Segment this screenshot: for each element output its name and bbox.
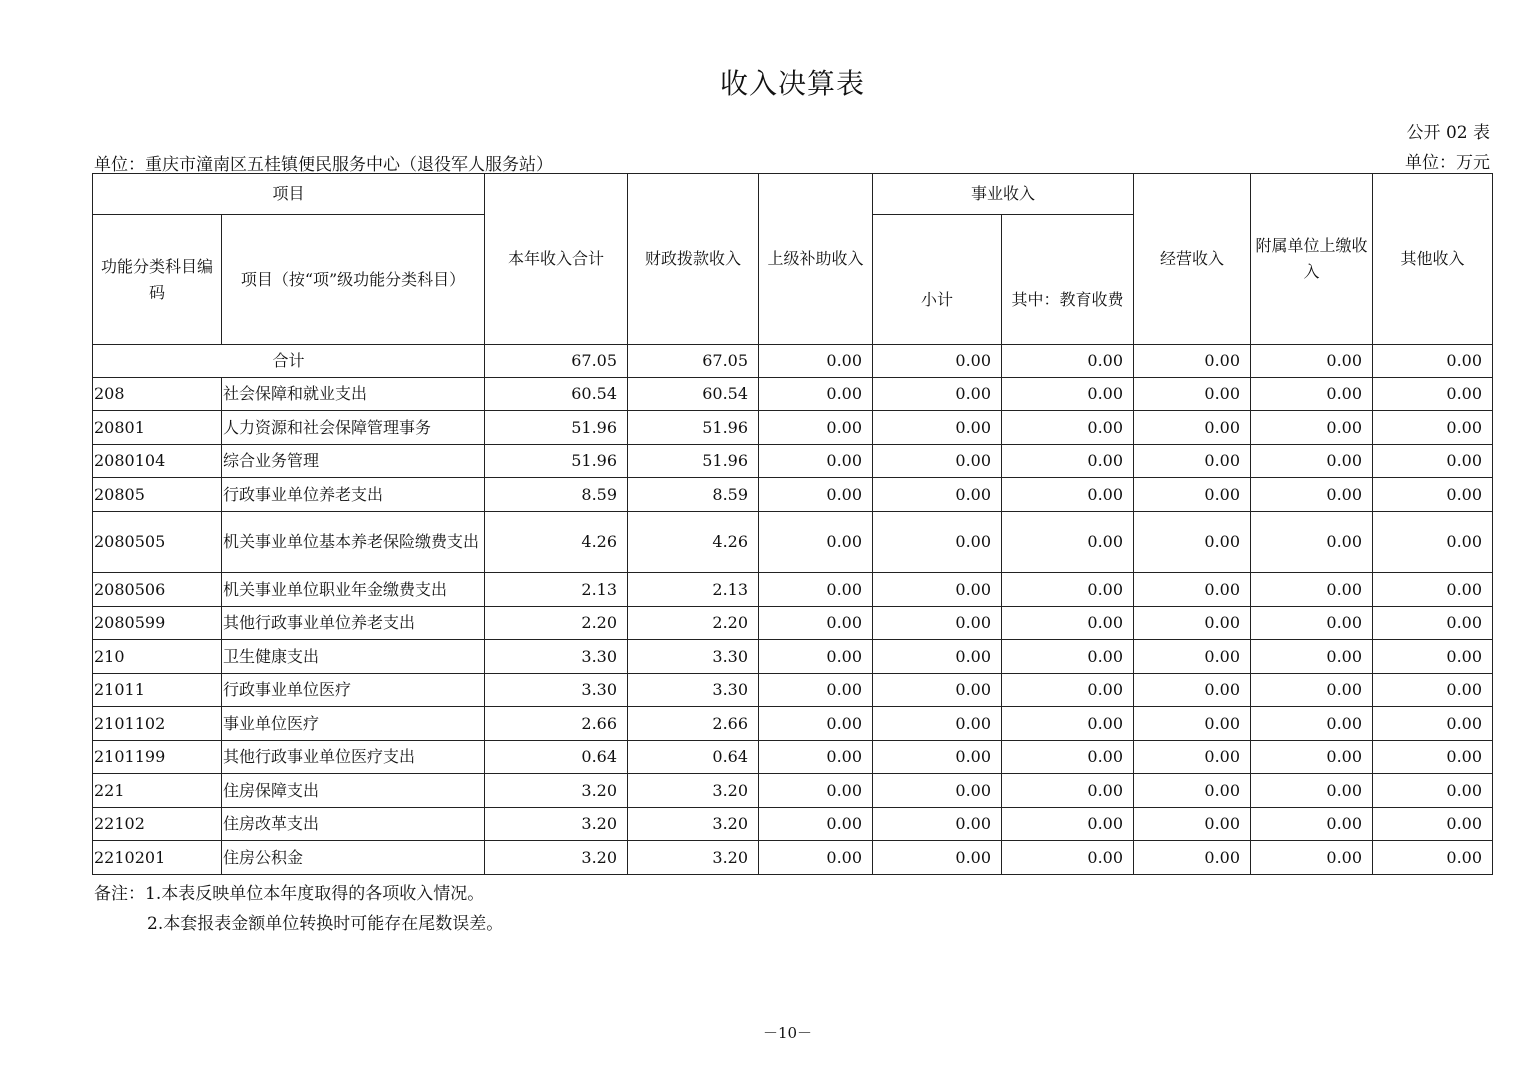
function-code: 2080505 — [93, 512, 222, 573]
amount-cell: 0.00 — [1251, 707, 1373, 741]
amount-cell: 0.00 — [759, 640, 873, 674]
amount-cell: 0.00 — [873, 445, 1002, 478]
item-name: 住房改革支出 — [222, 808, 485, 841]
header-total-income: 本年收入合计 — [485, 174, 628, 345]
amount-cell: 0.00 — [873, 741, 1002, 774]
header-superior-subsidy: 上级补助收入 — [759, 174, 873, 345]
table-row — [93, 573, 1493, 607]
amount-cell: 0.00 — [759, 411, 873, 445]
amount-cell: 0.00 — [1373, 573, 1493, 607]
amount-cell: 0.00 — [1251, 445, 1373, 478]
function-code: 2210201 — [93, 841, 222, 875]
amount-cell: 0.00 — [1134, 808, 1251, 841]
function-code: 22102 — [93, 808, 222, 841]
amount-cell: 0.00 — [1251, 512, 1373, 573]
amount-cell: 2.66 — [628, 707, 759, 741]
table-row — [93, 445, 1493, 478]
amount-cell: 0.00 — [873, 411, 1002, 445]
amount-cell: 0.00 — [759, 774, 873, 808]
amount-cell: 0.00 — [1134, 707, 1251, 741]
header-subtotal: 小计 — [873, 215, 1002, 345]
table-row — [93, 607, 1493, 640]
item-name: 其他行政事业单位养老支出 — [222, 607, 485, 640]
amount-cell: 0.00 — [1002, 741, 1134, 774]
amount-cell: 0.00 — [1373, 774, 1493, 808]
header-business-income-group: 事业收入 — [873, 174, 1134, 215]
amount-cell: 0.00 — [759, 841, 873, 875]
amount-cell: 0.00 — [1002, 445, 1134, 478]
table-row — [93, 378, 1493, 411]
amount-cell: 0.00 — [873, 640, 1002, 674]
amount-cell: 3.20 — [485, 774, 628, 808]
amount-cell: 0.00 — [1373, 512, 1493, 573]
amount-cell: 0.00 — [1002, 841, 1134, 875]
total-label: 合计 — [93, 345, 485, 378]
amount-cell: 60.54 — [628, 378, 759, 411]
amount-cell: 60.54 — [485, 378, 628, 411]
table-row — [93, 411, 1493, 445]
amount-cell: 0.00 — [1251, 573, 1373, 607]
amount-cell: 0.00 — [873, 573, 1002, 607]
amount-cell: 0.00 — [1251, 378, 1373, 411]
amount-cell: 0.00 — [1373, 741, 1493, 774]
item-name: 事业单位医疗 — [222, 707, 485, 741]
item-name: 行政事业单位养老支出 — [222, 478, 485, 512]
amount-cell: 51.96 — [485, 445, 628, 478]
item-name: 卫生健康支出 — [222, 640, 485, 674]
function-code: 208 — [93, 378, 222, 411]
amount-cell: 4.26 — [485, 512, 628, 573]
item-name: 行政事业单位医疗 — [222, 674, 485, 707]
table-row — [93, 741, 1493, 774]
table-row — [93, 774, 1493, 808]
amount-cell: 0.00 — [873, 378, 1002, 411]
table-header — [93, 174, 1493, 345]
table-row — [93, 640, 1493, 674]
amount-cell: 0.00 — [873, 841, 1002, 875]
amount-cell: 0.00 — [759, 607, 873, 640]
table-number: 公开 02 表 — [1406, 123, 1490, 143]
amount-cell: 3.30 — [628, 674, 759, 707]
amount-cell: 0.00 — [1002, 607, 1134, 640]
total-cell: 0.00 — [1134, 345, 1251, 378]
amount-cell: 0.00 — [759, 445, 873, 478]
amount-cell: 0.00 — [873, 607, 1002, 640]
function-code: 210 — [93, 640, 222, 674]
amount-cell: 0.00 — [1251, 841, 1373, 875]
amount-cell: 0.00 — [1373, 378, 1493, 411]
function-code: 20805 — [93, 478, 222, 512]
amount-cell: 51.96 — [628, 411, 759, 445]
amount-cell: 0.00 — [1134, 774, 1251, 808]
amount-cell: 0.00 — [1134, 411, 1251, 445]
amount-cell: 0.00 — [1373, 674, 1493, 707]
amount-cell: 0.00 — [873, 774, 1002, 808]
amount-cell: 0.00 — [1002, 808, 1134, 841]
total-cell: 0.00 — [1373, 345, 1493, 378]
total-row — [93, 345, 1493, 378]
amount-cell: 0.00 — [759, 741, 873, 774]
amount-cell: 3.20 — [485, 808, 628, 841]
amount-cell: 3.20 — [628, 774, 759, 808]
item-name: 机关事业单位基本养老保险缴费支出 — [222, 512, 485, 573]
item-name: 社会保障和就业支出 — [222, 378, 485, 411]
amount-cell: 2.20 — [628, 607, 759, 640]
amount-cell: 3.30 — [485, 640, 628, 674]
amount-cell: 2.13 — [628, 573, 759, 607]
amount-cell: 0.00 — [759, 478, 873, 512]
item-name: 综合业务管理 — [222, 445, 485, 478]
amount-cell: 0.00 — [873, 512, 1002, 573]
total-cell: 0.00 — [759, 345, 873, 378]
amount-cell: 0.00 — [1251, 741, 1373, 774]
amount-cell: 4.26 — [628, 512, 759, 573]
function-code: 2080599 — [93, 607, 222, 640]
amount-cell: 0.64 — [485, 741, 628, 774]
total-cell: 0.00 — [873, 345, 1002, 378]
function-code: 2101102 — [93, 707, 222, 741]
amount-cell: 0.00 — [1134, 741, 1251, 774]
amount-cell: 0.00 — [873, 478, 1002, 512]
amount-cell: 0.00 — [759, 674, 873, 707]
amount-cell: 0.00 — [1134, 445, 1251, 478]
header-fiscal-appropriation: 财政拨款收入 — [628, 174, 759, 345]
note-line: 2.本套报表金额单位转换时可能存在尾数误差。 — [147, 914, 504, 934]
amount-cell: 0.00 — [1134, 573, 1251, 607]
function-code: 20801 — [93, 411, 222, 445]
amount-cell: 8.59 — [628, 478, 759, 512]
amount-cell: 0.00 — [759, 512, 873, 573]
item-name: 其他行政事业单位医疗支出 — [222, 741, 485, 774]
table-row — [93, 808, 1493, 841]
page-title: 收入决算表 — [719, 67, 865, 100]
table-row — [93, 478, 1493, 512]
amount-cell: 0.00 — [759, 808, 873, 841]
amount-cell: 0.00 — [759, 707, 873, 741]
amount-cell: 0.00 — [759, 378, 873, 411]
note-line: 备注：1.本表反映单位本年度取得的各项收入情况。 — [94, 884, 485, 904]
income-statement-table — [92, 173, 1493, 875]
amount-cell: 0.00 — [1373, 411, 1493, 445]
amount-cell: 0.00 — [1373, 707, 1493, 741]
table-row — [93, 707, 1493, 741]
amount-cell: 0.00 — [759, 573, 873, 607]
function-code: 221 — [93, 774, 222, 808]
amount-cell: 0.00 — [1373, 445, 1493, 478]
amount-cell: 0.00 — [1373, 841, 1493, 875]
amount-cell: 0.00 — [1134, 841, 1251, 875]
amount-cell: 0.00 — [1134, 674, 1251, 707]
item-name: 住房公积金 — [222, 841, 485, 875]
amount-cell: 0.00 — [1134, 512, 1251, 573]
total-cell: 0.00 — [1002, 345, 1134, 378]
header-education-fee: 其中：教育收费 — [1002, 215, 1134, 345]
amount-cell: 3.20 — [485, 841, 628, 875]
amount-cell: 8.59 — [485, 478, 628, 512]
amount-cell: 0.00 — [1002, 573, 1134, 607]
amount-cell: 0.00 — [1002, 411, 1134, 445]
header-function-code: 功能分类科目编码 — [93, 215, 222, 345]
amount-cell: 0.00 — [873, 707, 1002, 741]
amount-cell: 3.20 — [628, 808, 759, 841]
amount-cell: 0.00 — [1002, 640, 1134, 674]
amount-cell: 0.00 — [1373, 640, 1493, 674]
amount-cell: 3.30 — [628, 640, 759, 674]
currency-unit: 单位：万元 — [1405, 153, 1490, 173]
amount-cell: 3.30 — [485, 674, 628, 707]
item-name: 人力资源和社会保障管理事务 — [222, 411, 485, 445]
amount-cell: 3.20 — [628, 841, 759, 875]
amount-cell: 0.00 — [1373, 808, 1493, 841]
table-body — [93, 345, 1493, 875]
amount-cell: 0.00 — [1251, 411, 1373, 445]
amount-cell: 0.00 — [1002, 674, 1134, 707]
amount-cell: 0.64 — [628, 741, 759, 774]
header-other-income: 其他收入 — [1373, 174, 1493, 345]
header-operating-income: 经营收入 — [1134, 174, 1251, 345]
amount-cell: 0.00 — [1251, 774, 1373, 808]
amount-cell: 2.20 — [485, 607, 628, 640]
amount-cell: 2.66 — [485, 707, 628, 741]
amount-cell: 0.00 — [1002, 478, 1134, 512]
total-cell: 0.00 — [1251, 345, 1373, 378]
item-name: 机关事业单位职业年金缴费支出 — [222, 573, 485, 607]
amount-cell: 0.00 — [1002, 774, 1134, 808]
table-row — [93, 841, 1493, 875]
amount-cell: 51.96 — [628, 445, 759, 478]
amount-cell: 0.00 — [1134, 640, 1251, 674]
amount-cell: 0.00 — [1134, 607, 1251, 640]
total-cell: 67.05 — [628, 345, 759, 378]
function-code: 2101199 — [93, 741, 222, 774]
table-row — [93, 674, 1493, 707]
amount-cell: 0.00 — [1002, 512, 1134, 573]
amount-cell: 0.00 — [1373, 478, 1493, 512]
total-cell: 67.05 — [485, 345, 628, 378]
header-affiliated-income: 附属单位上缴收入 — [1251, 174, 1373, 345]
amount-cell: 0.00 — [1002, 707, 1134, 741]
amount-cell: 0.00 — [1251, 478, 1373, 512]
amount-cell: 51.96 — [485, 411, 628, 445]
amount-cell: 0.00 — [1251, 674, 1373, 707]
header-item-group: 项目 — [93, 174, 485, 215]
amount-cell: 0.00 — [873, 674, 1002, 707]
header-item-name: 项目（按“项”级功能分类科目） — [222, 215, 485, 345]
amount-cell: 0.00 — [1251, 808, 1373, 841]
amount-cell: 0.00 — [1134, 478, 1251, 512]
amount-cell: 0.00 — [1251, 640, 1373, 674]
amount-cell: 0.00 — [1373, 607, 1493, 640]
amount-cell: 0.00 — [1251, 607, 1373, 640]
function-code: 2080104 — [93, 445, 222, 478]
table-row — [93, 512, 1493, 573]
function-code: 2080506 — [93, 573, 222, 607]
amount-cell: 0.00 — [1002, 378, 1134, 411]
notes — [94, 879, 503, 939]
amount-cell: 2.13 — [485, 573, 628, 607]
item-name: 住房保障支出 — [222, 774, 485, 808]
amount-cell: 0.00 — [1134, 378, 1251, 411]
amount-cell: 0.00 — [873, 808, 1002, 841]
reporting-unit: 单位：重庆市潼南区五桂镇便民服务中心（退役军人服务站） — [94, 155, 553, 175]
function-code: 21011 — [93, 674, 222, 707]
page-number: －10－ — [762, 1024, 813, 1042]
